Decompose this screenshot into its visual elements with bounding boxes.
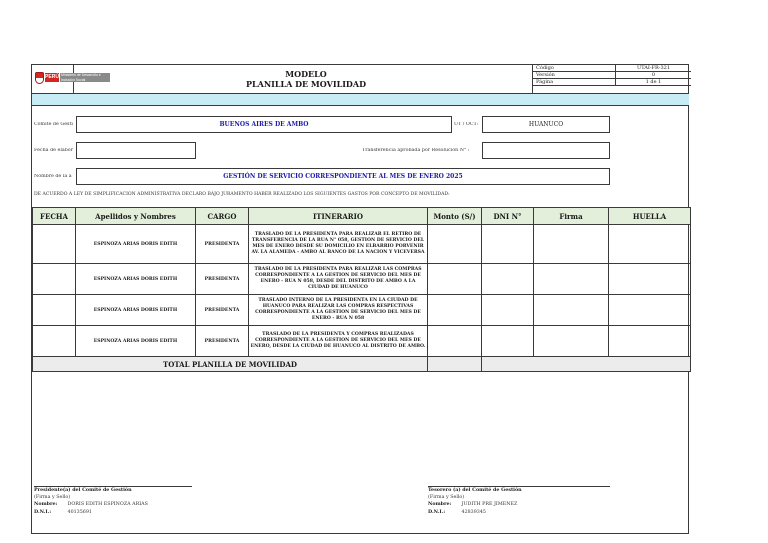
meta-label: Código — [536, 65, 554, 71]
cell-huella[interactable] — [609, 264, 691, 295]
cell-monto[interactable] — [428, 326, 482, 357]
total-blank — [482, 357, 691, 372]
table-row — [33, 326, 691, 357]
header-nombres: Apellidos y Nombres — [76, 208, 196, 225]
header-firma: Firma — [534, 208, 609, 225]
meta-row-code — [533, 65, 691, 72]
cell-dni[interactable] — [482, 326, 534, 357]
header-monto: Monto (S/) — [428, 208, 482, 225]
header-cargo: CARGO — [196, 208, 249, 225]
cell-itinerario: TRASLADO DE LA PRESIDENTA PARA REALIZAR EL RETIRO DE TRANSFERENCIA DE LA RUA N° 058, GESTION DE SERVICIO DEL MES DE ENERO DESDE SU DOMICILIO EN ELBARRIO PORVENIR AV. LA ALAMEDA - AMBO AL BANCO DE LA NACION Y VICEVERSA — [249, 225, 428, 264]
table-row — [33, 295, 691, 326]
cell-cargo: PRESIDENTA — [196, 295, 249, 326]
table-header-row — [33, 208, 691, 225]
cell-huella[interactable] — [609, 295, 691, 326]
signature-role: Presidente(a) del Comité de Gestión — [34, 487, 132, 493]
cell-itinerario: TRASLADO DE LA PRESIDENTA PARA REALIZAR LAS COMPRAS CORRESPONDIENTE A LA GESTION DE SERVICIO DEL MES DE ENERO - RUA N 058, DESDE DEL DISTRITO DE AMBO A LA CIUDAD DE HUANUCO — [249, 264, 428, 295]
cell-firma[interactable] — [534, 295, 609, 326]
table-row — [33, 264, 691, 295]
cell-itinerario: TRASLADO INTERNO DE LA PRESIDENTA EN LA CIUDAD DE HUANUCO PARA REALIZAR LAS COMPRAS RESPECTIVAS CORRESPONDIENTE A LA GESTION DE SERVICIO DEL MES DE ENERO - RUA N 058 — [249, 295, 428, 326]
cell-nombre: ESPINOZA ARIAS DORIS EDITH — [76, 264, 196, 295]
signature-dni: 40135691 — [67, 509, 92, 515]
total-label: TOTAL PLANILLA DE MOVILIDAD — [33, 357, 428, 372]
resolucion-field[interactable] — [482, 142, 610, 159]
cell-nombre: ESPINOZA ARIAS DORIS EDITH — [76, 295, 196, 326]
logo-ministry: Ministerio de Desarrollo e Inclusión Social — [60, 73, 110, 82]
declaration-text: DE ACUERDO A LEY DE SIMPLIFICACION ADMINISTRATIVA DECLARO BAJO JURAMENTO HABER REALIZADO LOS SIGUIENTES GASTOS POR CONCEPTO DE MOVILIDAD: — [34, 192, 450, 197]
cell-cargo: PRESIDENTA — [196, 264, 249, 295]
cell-nombre: ESPINOZA ARIAS DORIS EDITH — [76, 225, 196, 264]
cell-fecha[interactable] — [33, 225, 76, 264]
cell-fecha[interactable] — [33, 295, 76, 326]
cell-nombre: ESPINOZA ARIAS DORIS EDITH — [76, 326, 196, 357]
meta-label: Versión — [536, 72, 555, 78]
signature-name-label: Nombre: — [34, 501, 58, 507]
ut-label: UT / OCT: — [454, 122, 479, 127]
cell-dni[interactable] — [482, 225, 534, 264]
comite-field[interactable]: BUENOS AIRES DE AMBO — [76, 116, 452, 133]
document-meta — [532, 65, 690, 93]
cell-fecha[interactable] — [33, 326, 76, 357]
cell-cargo: PRESIDENTA — [196, 326, 249, 357]
header-itinerario: ITINERARIO — [249, 208, 428, 225]
meta-label: Página — [536, 79, 554, 85]
fecha-field[interactable] — [76, 142, 196, 159]
signature-name: DORIS EDITH ESPINOZA ARIAS — [67, 502, 148, 507]
cell-itinerario: TRASLADO DE LA PRESIDENTA Y COMPRAS REALIZADAS CORRESPONDIENTE A LA GESTION DE SERVICIO DEL MES DE ENERO, DESDE LA CIUDAD DE HUANUCO AL DISTRITO DE AMBO. — [249, 326, 428, 357]
cell-monto[interactable] — [428, 295, 482, 326]
nombre-field[interactable]: GESTIÓN DE SERVICIO CORRESPONDIENTE AL MES DE ENERO 2025 — [76, 168, 610, 185]
header-fecha: FECHA — [33, 208, 76, 225]
cell-monto[interactable] — [428, 225, 482, 264]
page-title: MODELO — [285, 69, 327, 79]
cell-fecha[interactable] — [33, 264, 76, 295]
logo-country: PERÚ — [45, 74, 59, 80]
comite-label: Comité de Gesti — [34, 122, 73, 127]
signature-treasurer — [428, 487, 628, 516]
cell-dni[interactable] — [482, 264, 534, 295]
nombre-label: Nombre de la a — [34, 174, 72, 179]
table-row — [33, 225, 691, 264]
cell-huella[interactable] — [609, 326, 691, 357]
meta-row-page — [533, 79, 691, 86]
signature-sub: (Firma y Sello) — [428, 494, 465, 500]
header-huella: HUELLA — [609, 208, 691, 225]
cell-dni[interactable] — [482, 295, 534, 326]
total-row — [33, 357, 691, 372]
header-dni: DNI N° — [482, 208, 534, 225]
cell-huella[interactable] — [609, 225, 691, 264]
signature-sub: (Firma y Sello) — [34, 494, 71, 500]
meta-row-version — [533, 72, 691, 79]
meta-value: 0 — [615, 72, 691, 79]
header-band — [32, 93, 689, 106]
cell-firma[interactable] — [534, 326, 609, 357]
meta-value: 1 de 1 — [615, 79, 691, 86]
total-value[interactable] — [428, 357, 482, 372]
cell-firma[interactable] — [534, 264, 609, 295]
fecha-label: Fecha de elabor — [34, 148, 73, 153]
signature-name-label: Nombre: — [428, 501, 452, 507]
cell-firma[interactable] — [534, 225, 609, 264]
signature-dni-label: D.N.I.: — [428, 508, 446, 515]
meta-value: UTAI-FR-321 — [615, 65, 691, 72]
cell-monto[interactable] — [428, 264, 482, 295]
cell-cargo: PRESIDENTA — [196, 225, 249, 264]
page-subtitle: PLANILLA DE MOVILIDAD — [245, 79, 367, 89]
ut-field[interactable]: HUANUCO — [482, 116, 610, 133]
signature-dni-label: D.N.I.: — [34, 508, 52, 515]
signature-dni: 42839345 — [461, 509, 486, 515]
mobility-table — [32, 207, 691, 372]
signature-president — [34, 487, 214, 516]
signature-name: JUDITH PRE JIMENEZ — [461, 502, 518, 507]
form-sheet — [31, 64, 689, 534]
resolucion-label: Transferencia aprobada por Resolución N° : — [362, 148, 470, 153]
signature-role: Tesorero (a) del Comité de Gestión — [428, 487, 522, 493]
